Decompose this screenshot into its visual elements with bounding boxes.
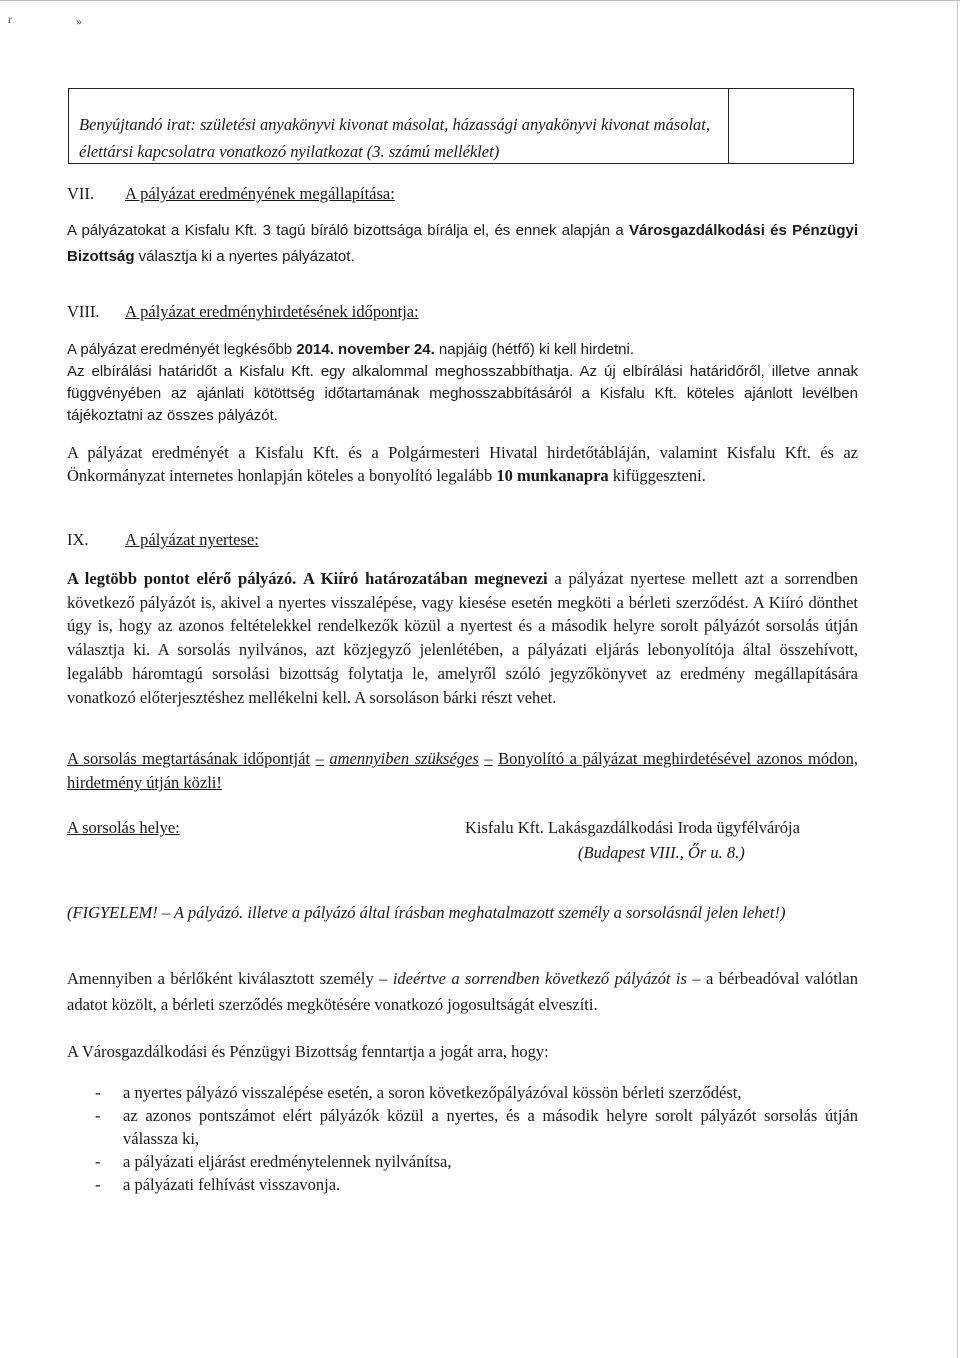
dash-bullet: - <box>95 1105 101 1125</box>
revocation-paragraph <box>67 966 858 1018</box>
scan-top-edge <box>0 0 960 5</box>
winner-paragraph <box>67 567 858 710</box>
text-run: választja ki a nyertes pályázatot. <box>138 247 355 265</box>
text-run: Bonyolító a pályázat meghirdetésével azonos módon, hirdetmény útján közli! <box>67 749 859 792</box>
required-documents-text: Benyújtandó irat: születési anyakönyvi kivonat másolat, házassági anyakönyvi kivonat másolat, élettársi kapcsolatra vonatkozó nyilatkozat (3. számú melléklet) <box>69 89 729 163</box>
section-number: VIII. <box>67 302 100 321</box>
text-run: A pályázat eredményét legkésőbb <box>67 340 293 358</box>
text-run: A pályázat eredményét a Kisfalu Kft. és a Polgármesteri Hivatal hirdetőtábláján, valamint Kisfalu Kft. és az Önkormányzat internetes honlapján köteles a bonyolító legalább <box>67 442 858 485</box>
publication-paragraph <box>67 441 858 487</box>
rights-intro: A Városgazdálkodási és Pénzügyi Bizottság fenntartja a jogát arra, hogy: <box>67 1042 549 1061</box>
text-run: A sorsolás megtartásának időpontját <box>67 749 310 768</box>
section-heading <box>67 528 858 553</box>
dash-bullet: - <box>95 1082 101 1102</box>
text-run: Amennyiben a bérlőként kiválasztott személy – <box>67 969 388 988</box>
committee-name: Városgazdálkodási és Pénzügyi Bizottság <box>67 221 858 265</box>
list-item <box>67 1081 858 1104</box>
dash-bullet: - <box>95 1151 101 1171</box>
rights-section <box>67 1040 858 1196</box>
text-run: A pályázatokat a Kisfalu Kft. 3 tagú bíráló bizottsága bírálja el, és ennek alapján a <box>67 221 624 239</box>
extension-paragraph: Az elbírálási határidőt a Kisfalu Kft. egy alkalommal meghosszabbíthatja. Az új elbírálási határidőről, illetve annak függvényében az ajánlati kötöttség időtartamának meghosszabbításáról a Kisfalu Kft. köteles ajánlott levélben tájékoztatni az összes pályázót. <box>67 362 858 424</box>
text-run: napjáig (hétfő) ki kell hirdetni. <box>438 340 635 358</box>
text-run: A legtöbb pontot elérő pályázó. <box>67 568 297 588</box>
scan-mark: » <box>76 14 82 28</box>
list-item <box>67 1150 858 1173</box>
text-run: ideértve a sorrendben következő pályázót is <box>392 969 687 988</box>
box-empty-cell <box>729 89 853 163</box>
list-item-text: a pályázati felhívást visszavonja. <box>123 1174 341 1194</box>
section-heading <box>67 182 858 207</box>
section-ix <box>67 528 858 710</box>
scan-right-edge <box>957 0 958 1358</box>
section-title: A pályázat eredményhirdetésének időpontja: <box>125 302 419 321</box>
section-number: IX. <box>67 530 89 549</box>
draw-location <box>67 815 858 865</box>
section-vii <box>67 182 858 270</box>
location-label: A sorsolás helye: <box>67 818 180 837</box>
text-run: A Kiíró határozatában megnevezi <box>303 568 548 588</box>
notice-paragraph: (FIGYELEM! – A pályázó. illetve a pályázó által írásban meghatalmazott személy a sorsolásnál jelen lehet!) <box>67 903 786 922</box>
section-viii <box>67 300 858 487</box>
section-number: VII. <box>67 184 95 203</box>
list-item-text: az azonos pontszámot elért pályázók közül a nyertes, és a második helyre sorolt pályázót sorsolás útján válassza ki, <box>123 1105 858 1148</box>
location-line2: (Budapest VIII., Őr u. 8.) <box>578 843 745 862</box>
list-item <box>67 1104 858 1150</box>
section-title: A pályázat nyertese: <box>125 530 259 549</box>
text-run: – a bérbeadóval valótlan adatot közölt, a bérleti szerződés megkötésére vonatkozó jogosultságát elveszíti. <box>67 969 858 1014</box>
required-documents-box <box>68 88 854 164</box>
text-run: kifüggeszteni. <box>612 465 706 485</box>
section-title: A pályázat eredményének megállapítása: <box>125 184 395 203</box>
section-heading <box>67 300 858 325</box>
section-paragraph <box>67 218 858 270</box>
deadline-paragraph <box>67 339 858 361</box>
working-days: 10 munkanapra <box>496 465 609 485</box>
location-line1: Kisfalu Kft. Lakásgazdálkodási Iroda ügyfélvárója <box>465 818 800 837</box>
list-item-text: a pályázati eljárást eredménytelennek nyilvánítsa, <box>123 1151 452 1171</box>
list-item-text: a nyertes pályázó visszalépése esetén, a soron következőpályázóval kössön bérleti szerződést, <box>123 1082 742 1102</box>
rights-list <box>67 1081 858 1196</box>
text-run: amennyiben szükséges <box>329 749 479 768</box>
draw-announcement <box>67 747 858 795</box>
deadline-date: 2014. november 24. <box>296 340 435 358</box>
text-run: a pályázat nyertese mellett azt a sorrendben következő pályázót is, akivel a nyertes visszalépése, vagy kiesése esetén megköti a bérleti szerződést. A Kiíró dönthet úgy is, hogy az azonos feltételekkel rendelkezők közül a nyertest és a második helyre sorolt pályázót sorsolás útján választja ki. A sorsolás nyilvános, azt közjegyző jelenlétében, a pályázati eljárás lebonyolítója által összehívott, legalább háromtagú sorsolási bizottság folytatja le, amelyről szóló jegyzőkönyvet az eredmény megállapítására vonatkozó előterjesztéshez mellékelni kell. A sorsoláson bárki részt vehet. <box>67 568 859 707</box>
dash-bullet: - <box>95 1174 101 1194</box>
scan-mark: r <box>8 12 12 26</box>
text-run: – <box>484 749 493 768</box>
text-run: – <box>315 749 324 768</box>
list-item <box>67 1173 858 1196</box>
